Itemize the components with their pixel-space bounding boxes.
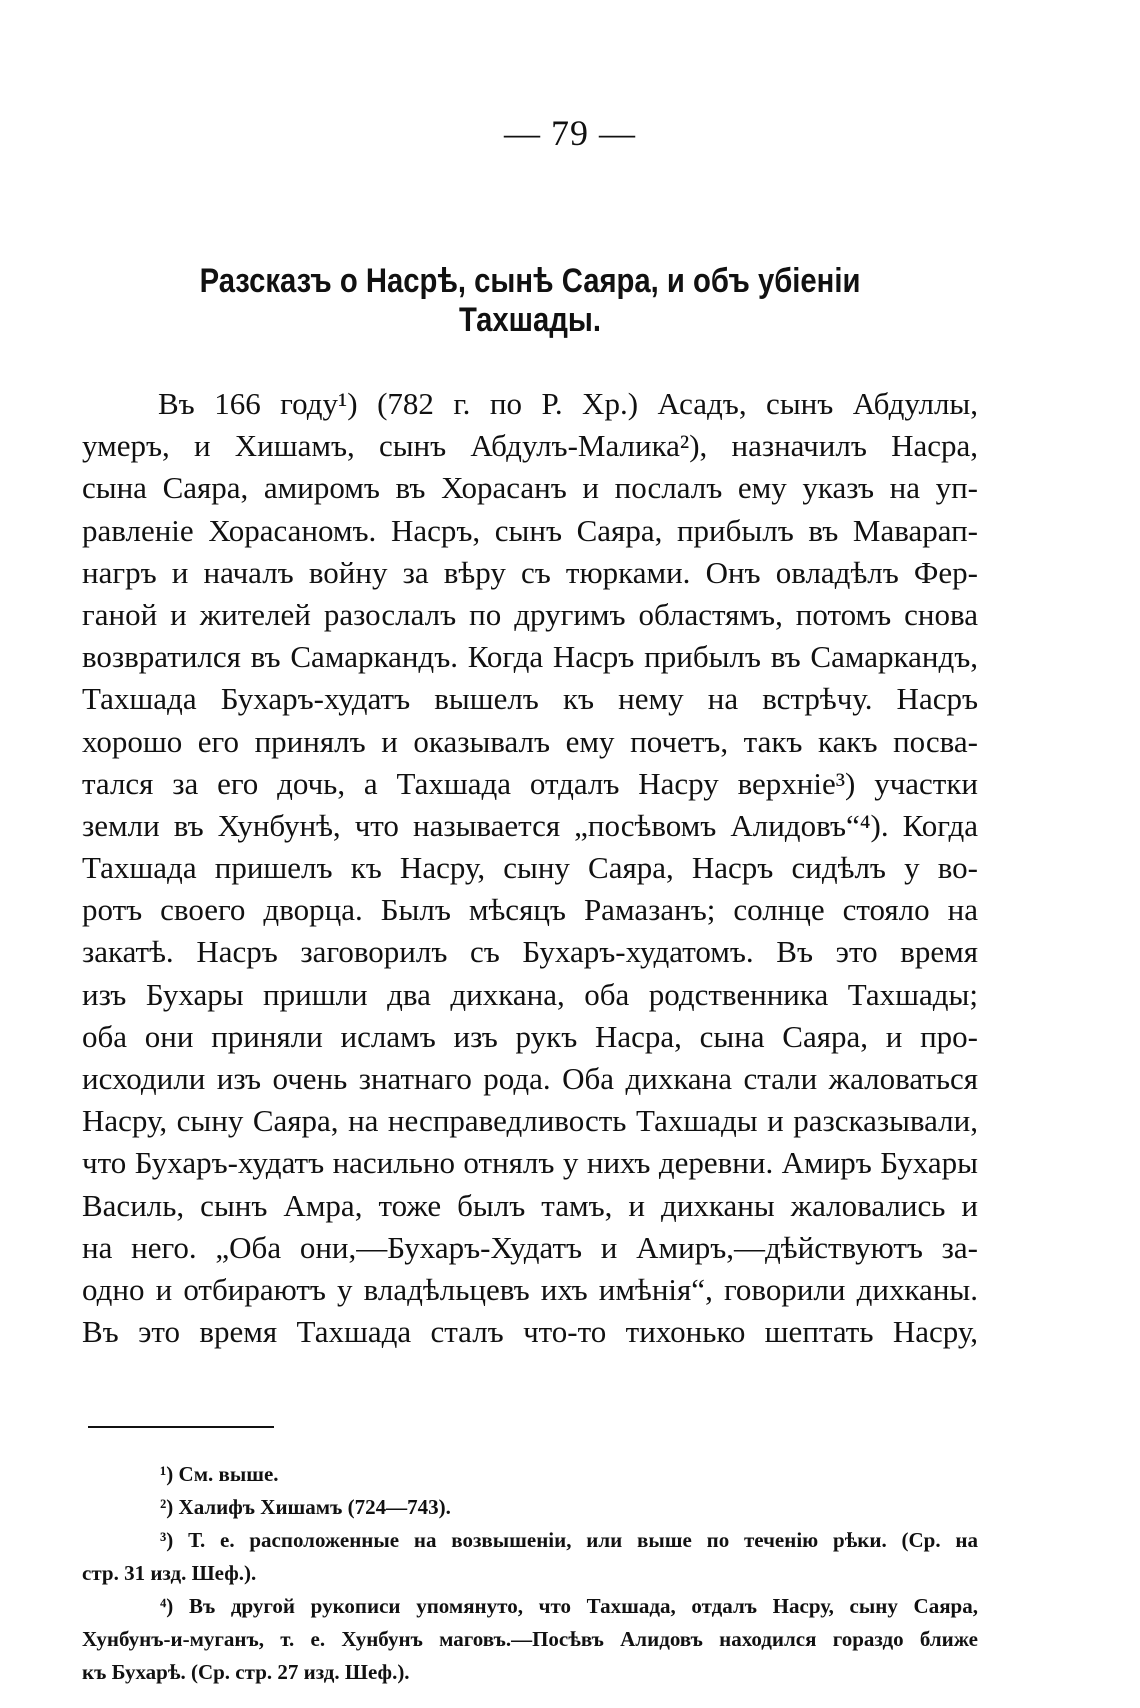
body-line: равленіе Хорасаномъ. Насръ, сынъ Саяра, прибылъ въ Маварап- xyxy=(82,512,978,548)
body-line: Тахшада Бухаръ-худатъ вышелъ къ нему на встрѣчу. Насръ xyxy=(82,681,978,717)
body-line: одно и отбираютъ у владѣльцевъ ихъ имѣнія“, говорили дихканы. xyxy=(82,1271,978,1307)
body-line: Въ это время Тахшада сталъ что-то тихонько шептать Насру, xyxy=(82,1314,978,1350)
footnote-divider xyxy=(88,1426,274,1428)
body-line: умеръ, и Хишамъ, сынъ Абдулъ-Малика²), назначилъ Насра, xyxy=(82,428,978,464)
body-line: хорошо его принялъ и оказывалъ ему почетъ, такъ какъ посва- xyxy=(82,723,978,759)
body-line: на него. „Оба они,—Бухаръ-Худатъ и Амиръ,—дѣйствуютъ за- xyxy=(82,1229,978,1265)
footnotes xyxy=(82,1458,978,1689)
body-line: тался за его дочь, а Тахшада отдалъ Насру верхніе³) участки xyxy=(82,765,978,801)
body-line: изъ Бухары пришли два дихкана, оба родственника Тахшады; xyxy=(82,976,978,1012)
footnote-line: стр. 31 изд. Шеф.). xyxy=(82,1561,257,1585)
body-line: Тахшада пришелъ къ Насру, сыну Саяра, Насръ сидѣлъ у во- xyxy=(82,850,978,886)
footnote-line: къ Бухарѣ. (Ср. стр. 27 изд. Шеф.). xyxy=(82,1660,410,1684)
body-line: Насру, сыну Саяра, на несправедливость Тахшады и разсказывали, xyxy=(82,1103,978,1139)
chapter-title: Разсказъ о Насрѣ, сынѣ Саяра, и объ убіеніи Тахшады. xyxy=(199,262,861,339)
body-line: сына Саяра, амиромъ въ Хорасанъ и послалъ ему указъ на уп- xyxy=(82,470,978,506)
footnote-line: ²) Халифъ Хишамъ (724—743). xyxy=(160,1495,451,1519)
footnote-line: ⁴) Въ другой рукописи упомянуто, что Тахшада, отдалъ Насру, сыну Саяра, xyxy=(160,1594,978,1618)
body-line: земли въ Хунбунѣ, что называется „посѣвомъ Алидовъ“⁴). Когда xyxy=(82,807,978,843)
body-line: нагръ и началъ войну за вѣру съ тюрками. Онъ овладѣлъ Фер- xyxy=(82,554,978,590)
body-line: возвратился въ Самаркандъ. Когда Насръ прибылъ въ Самаркандъ, xyxy=(82,639,978,675)
body-line: что Бухаръ-худатъ насильно отнялъ у нихъ деревни. Амиръ Бухары xyxy=(82,1145,978,1181)
body-line: закатѣ. Насръ заговорилъ съ Бухаръ-худатомъ. Въ это время xyxy=(82,934,978,970)
footnote-line: ¹) См. выше. xyxy=(160,1462,279,1486)
footnote-line: ³) Т. е. расположенные на возвышеніи, или выше по теченію рѣки. (Ср. на xyxy=(160,1528,978,1552)
body-line: Василь, сынъ Амра, тоже былъ тамъ, и дихканы жаловались и xyxy=(82,1187,978,1223)
body-line: ганой и жителей разослалъ по другимъ областямъ, потомъ снова xyxy=(82,596,978,632)
body-line: Въ 166 году¹) (782 г. по Р. Хр.) Асадъ, сынъ Абдуллы, xyxy=(158,386,978,421)
page-number: — 79 — xyxy=(504,113,636,153)
body-line: оба они приняли исламъ изъ рукъ Насра, сына Саяра, и про- xyxy=(82,1018,978,1054)
body-line: ротъ своего дворца. Былъ мѣсяцъ Рамазанъ; солнце стояло на xyxy=(82,892,978,928)
body-text xyxy=(82,383,978,1353)
footnote-line: Хунбунъ-и-муганъ, т. е. Хунбунъ маговъ.—Посѣвъ Алидовъ находился гораздо ближе xyxy=(82,1627,978,1651)
body-line: исходили изъ очень знатнаго рода. Оба дихкана стали жаловаться xyxy=(82,1061,978,1096)
